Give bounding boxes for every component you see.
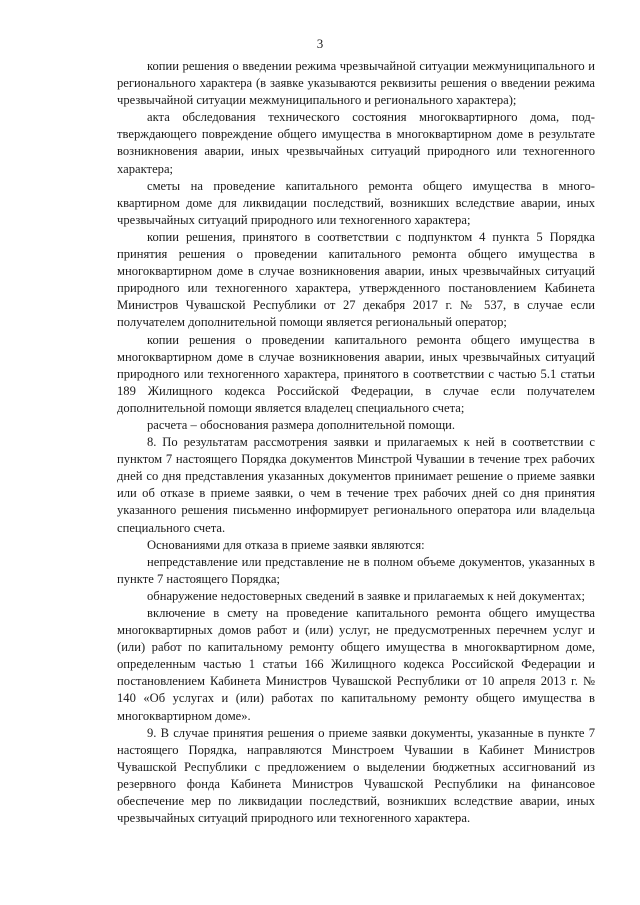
paragraph-inspection-act: акта обследования технического состояния многоквартирного дома, подтверждающего повреждение общего имущества в многоквартирном доме в результате возникновения аварии, иных чрезвычайных ситуаций природного или техногенного характера; [117,110,595,176]
paragraph-calculation: расчета – обоснования размера дополнительной помощи. [147,417,456,432]
paragraph-decision-copy-regional-operator: копии решения, принятого в соответствии с подпунктом 4 пункта 5 Порядка принятия решения о проведении капитального ремонта общего имущества в многоквартирном доме в случае возникновения аварии, иных чрезвычайных ситуаций природного или техногенного характера, утвержденного постановлением Кабинета Министров Чувашской Республики от 27 декабря 2017 г. № 537, в случае если получателем дополнительной помощи является региональный оператор; [117,229,595,330]
page-number: 3 [316,36,324,51]
paragraph-refusal-false-info: обнаружение недостоверных сведений в заявке и прилагаемых к ней документах; [147,588,586,603]
paragraph-emergency-decision-copy: копии решения о введении режима чрезвычайной ситуации межмуниципального и регионального характера (в заявке указываются реквизиты решения о введении режима чрезвычайной ситуации межмуниципального и регионального характера); [117,59,595,108]
document-body [117,58,595,827]
paragraph-decision-copy-special-account: копии решения о проведении капитального ремонта общего имущества в многоквартирном доме в случае возникновения аварии, иных чрезвычайных ситуаций природного или техногенного характера, принятого в соответствии с частью 5.1 статьи 189 Жилищного кодекса Российской Федерации, в случае если получателем дополнительной помощи является владелец специального счета; [117,332,595,415]
paragraph-refusal-estimate-works: включение в смету на проведение капитального ремонта общего имущества многоквартирных домов работ и (или) услуг, не предусмотренных перечнем услуг и (или) работ по капитальному ремонту общего имущества в многоквартирном доме, определенным частью 1 статьи 166 Жилищного кодекса Российской Федерации и постановлением Кабинета Министров Чувашской Республики от 10 апреля 2013 г. № 140 «Об услугах и (или) работах по капитальному ремонту общего имущества в многоквартирном доме». [117,606,595,723]
paragraph-repair-estimate: сметы на проведение капитального ремонта общего имущества в многоквартирном доме для ликвидации последствий, возникших вследствие аварии, иных чрезвычайных ситуаций природного или техногенного характера; [117,178,595,227]
paragraph-refusal-incomplete-docs: непредставление или представление не в полном объеме документов, указанных в пункте 7 настоящего Порядка; [117,554,595,586]
paragraph-refusal-grounds: Основаниями для отказа в приеме заявки являются: [147,537,425,552]
paragraph-item-9: 9. В случае принятия решения о приеме заявки документы, указанные в пункте 7 настоящего Порядка, направляются Минстроем Чувашии в Кабинет Министров Чувашской Республики с предложением о выделении бюджетных ассигнований из резервного фонда Кабинета Министров Чувашской Республики на финансовое обеспечение мер по ликвидации последствий, возникших вследствие аварии, иных чрезвычайных ситуаций природного или техногенного характера. [117,725,595,826]
paragraph-item-8: 8. По результатам рассмотрения заявки и прилагаемых к ней в соответствии с пунктом 7 настоящего Порядка документов Минстрой Чувашии в течение трех рабочих дней со дня представления указанных документов принимает решение о приеме заявки или об отказе в приеме заявки, о чем в течение трех рабочих дней со дня принятия указанного решения письменно информирует регионального оператора или владельца специального счета. [117,435,595,535]
